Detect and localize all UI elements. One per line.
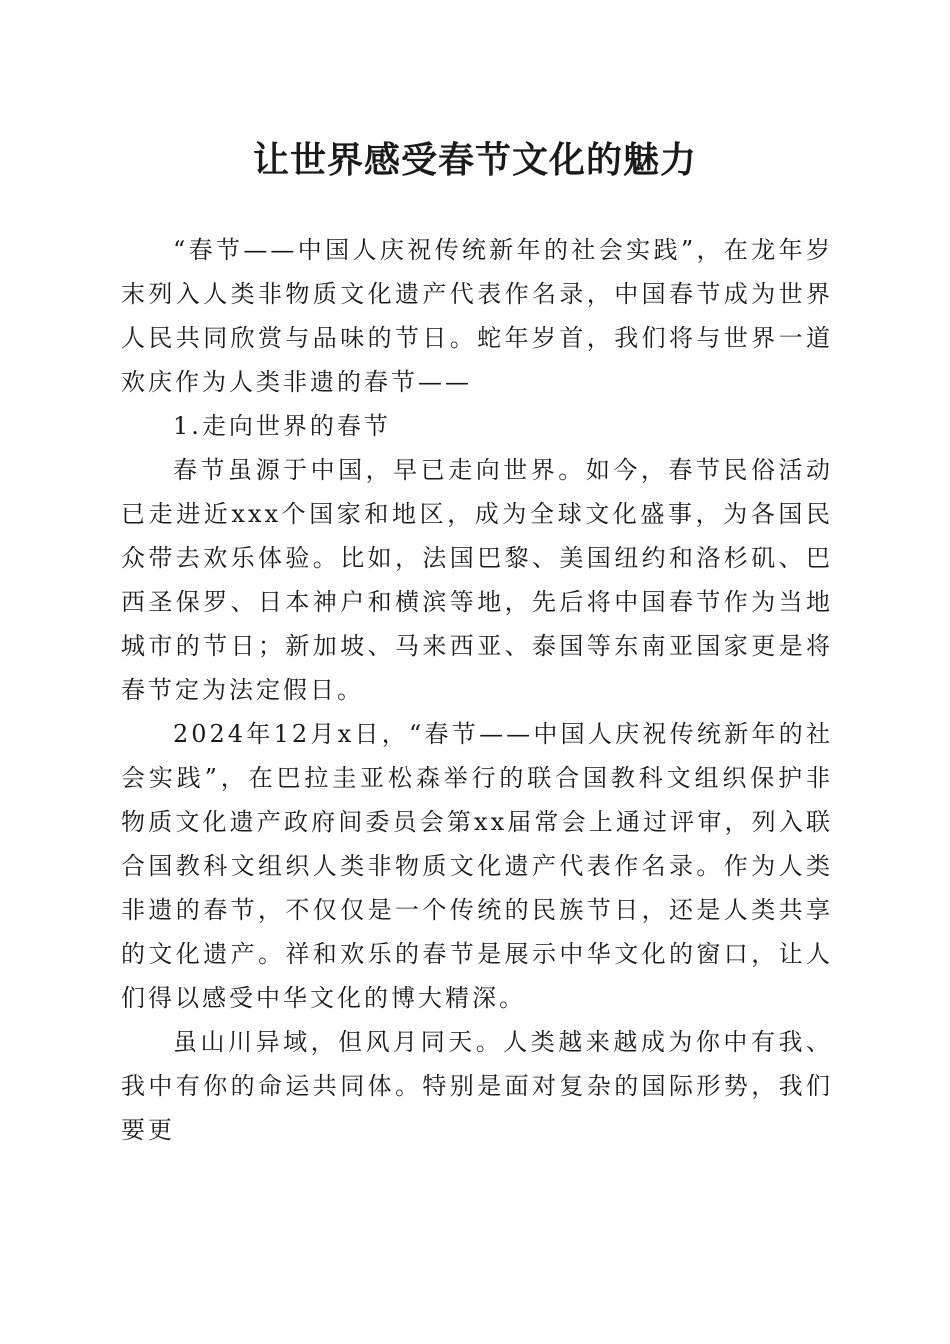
section-heading: 1.走向世界的春节 [173,412,391,440]
paragraph-world: 春节虽源于中国，早已走向世界。如今，春节民俗活动已走进近xxx个国家和地区，成为全球文化盛事，为各国民众带去欢乐体验。比如，法国巴黎、美国纽约和洛杉矶、巴西圣保罗、日本神户和横滨等地，先后将中国春节作为当地城市的节日；新加坡、马来西亚、泰国等东南亚国家更是将春节定为法定假日。 [121,456,833,704]
paragraph-community: 虽山川异域，但风月同天。人类越来越成为你中有我、我中有你的命运共同体。特别是面对复杂的国际形势，我们要更 [121,1028,833,1144]
document-title: 让世界感受春节文化的魅力 [252,139,697,181]
paragraph-unesco: 2024年12月x日，“春节——中国人庆祝传统新年的社会实践”，在巴拉圭亚松森举行的联合国教科文组织保护非物质文化遗产政府间委员会第xx届常会上通过评审，列入联合国教科文组织人类非物质文化遗产代表作名录。作为人类非遗的春节，不仅仅是一个传统的民族节日，还是人类共享的文化遗产。祥和欢乐的春节是展示中华文化的窗口，让人们得以感受中华文化的博大精深。 [121,720,833,1012]
paragraph-intro: “春节——中国人庆祝传统新年的社会实践”，在龙年岁末列入人类非物质文化遗产代表作名录，中国春节成为世界人民共同欣赏与品味的节日。蛇年岁首，我们将与世界一道欢庆作为人类非遗的春节—— [121,236,833,396]
document-body [121,228,833,1152]
